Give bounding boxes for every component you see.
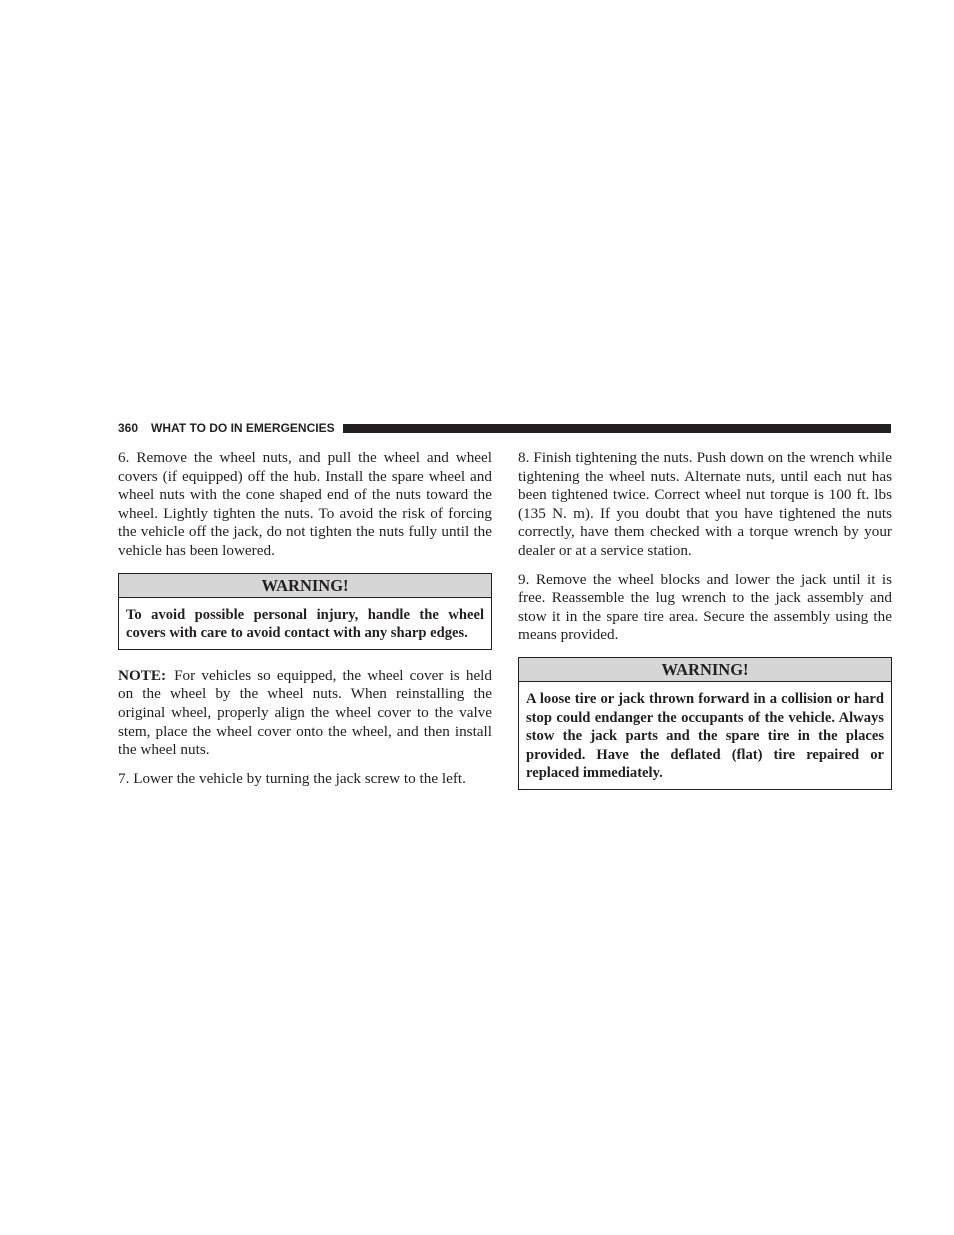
warning-body: To avoid possible personal injury, handle the wheel covers with care to avoid contact with any sharp edges.	[126, 606, 484, 642]
left-column	[118, 449, 492, 798]
warning-box-stow-jack	[518, 657, 892, 790]
step-7-text: 7. Lower the vehicle by turning the jack screw to the left.	[118, 769, 466, 787]
right-column	[518, 449, 892, 807]
section-title: WHAT TO DO IN EMERGENCIES	[151, 421, 335, 435]
step-6-text: 6. Remove the wheel nuts, and pull the wheel and wheel covers (if equipped) off the hub. Install the spare wheel and wheel nuts with the cone shaped end of the nuts toward the wheel. Lightly tighten the nuts. To avoid the risk of forcing the vehicle off the jack, do not tighten the nuts fully until the vehicle has been lowered.	[118, 449, 492, 559]
header-rule	[343, 424, 891, 433]
warning-title: WARNING!	[519, 658, 891, 682]
step-9-text: 9. Remove the wheel blocks and lower the jack until it is free. Reassemble the lug wrench to the jack assembly and stow it in the spare tire area. Secure the assembly using the means provided.	[518, 570, 892, 644]
warning-body: A loose tire or jack thrown forward in a collision or hard stop could endanger the occupants of the vehicle. Always stow the jack parts and the spare tire in the places provided. Have the deflated (flat) tire repaired or replaced immediately.	[526, 690, 884, 782]
note-text: For vehicles so equipped, the wheel cover is held on the wheel by the wheel nuts. When reinstalling the original wheel, properly align the wheel cover to the valve stem, place the wheel cover onto the wheel, and then install the wheel nuts.	[118, 666, 492, 759]
page-number: 360	[118, 421, 139, 435]
step-8-text: 8. Finish tightening the nuts. Push down on the wrench while tightening the wheel nuts. Alternate nuts, until each nut has been tightened twice. Correct wheel nut torque is 100 ft. lbs (135 N. m). If you doubt that you have tightened the nuts correctly, have them checked with a torque wrench by your dealer or at a service station.	[518, 449, 892, 559]
warning-title: WARNING!	[119, 574, 491, 598]
note-paragraph	[118, 667, 492, 760]
page-header	[118, 420, 891, 436]
note-label: NOTE:	[118, 666, 167, 684]
warning-box-wheel-covers	[118, 573, 492, 650]
